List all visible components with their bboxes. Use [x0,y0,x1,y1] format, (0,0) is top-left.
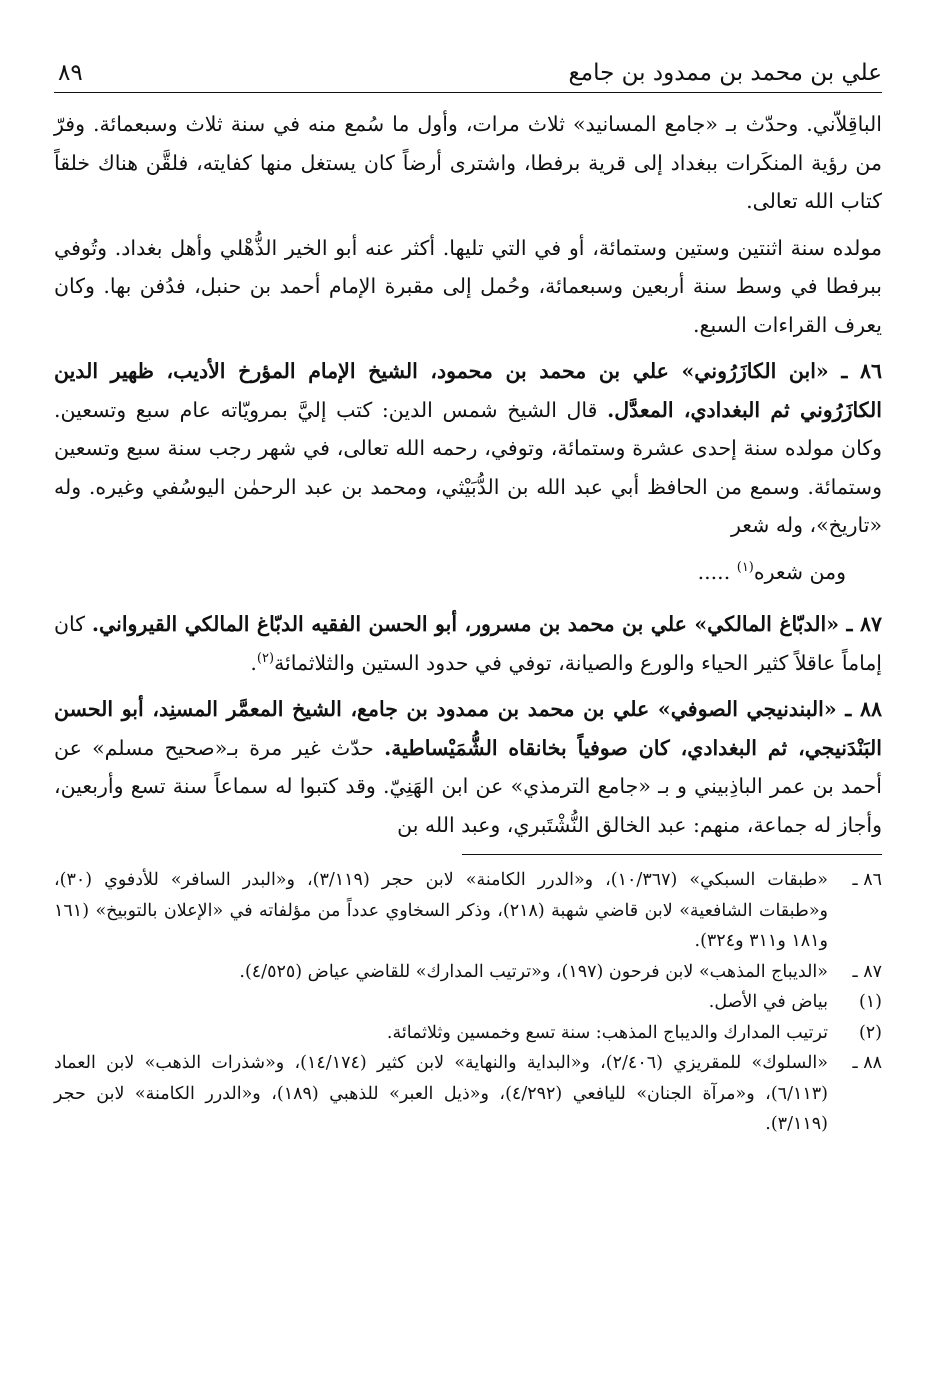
footnote-text: «الديباج المذهب» لابن فرحون (١٩٧)، و«ترتيب المدارك» للقاضي عياض (٤/٥٢٥). [239,961,828,982]
footnote-ref-1: (١) [736,559,754,575]
entry-86-poem-line [54,553,846,592]
entry-87-text: كان إماماً عاقلاً كثير الحياء والورع والصيانة، توفي في حدود الستين والثلاثمائة [54,612,882,675]
footnote-marker: ٨٧ ـ [852,961,882,982]
footnote-marker: (١) [858,992,882,1012]
footnote-ref-2: (٢) [256,650,275,666]
footnotes [54,865,882,1140]
footnote [54,957,882,988]
entry-86-heading: ٨٦ ـ «ابن الكازَرُوني» علي بن محمد بن محمود، الشيخ الإمام المؤرخ الأديب، ظهير الدين الكازَرُوني ثم البغدادي، المعدَّل. [54,359,882,422]
book-page [54,52,882,1352]
entry-88-text: حدّث غير مرة بـ«صحيح مسلم» عن أحمد بن عمر الباذِبيني و بـ «جامع الترمذي» عن ابن الهَنِيّ. وقد كتبوا له سماعاً سنة تسع وأربعين، وأجاز له جماعة، منهم: عبد الخالق النُّشْتَبري، وعبد الله بن [54,735,882,837]
running-header [54,52,882,93]
footnote [54,1018,882,1049]
poem-intro: ومن شعره [753,559,846,584]
footnote-marker: ٨٦ ـ [852,870,882,890]
paragraph-continuation: الباقِلاّني. وحدّث بـ «جامع المسانيد» ثلاث مرات، وأول ما سُمع منه في سنة ثلاث وسبعمائة. وفرّ من رؤية المنكَرات ببغداد إلى قرية برفطا، واشترى أرضاً كان يستغل منها كفايته، فلقَّن هناك خلقاً كتاب الله تعالى. [54,112,882,213]
entry-86-text: قال الشيخ شمس الدين: كتب إليَّ بمرويّاته عام سبع وتسعين. وكان مولده سنة إحدى عشرة وستمائة، وتوفي، رحمه الله تعالى، في شهر رجب سنة سبع وتسعين وستمائة. وسمع من الحافظ أبي عبد الله بن الدُّبَيْثي، ومحمد بن عبد الرحمٰن اليوسُفي وغيره. وله «تاريخ»، وله شعر [54,397,882,537]
main-text [54,105,882,844]
entry-87 [54,605,882,682]
footnote [54,865,882,957]
footnote-text: «طبقات السبكي» (١٠/٣٦٧)، و«الدرر الكامنة» لابن حجر (٣/١١٩)، و«البدر السافر» للأدفوي (٣٠)، و«طبقات الشافعية» لابن قاضي شهبة (٢١٨)، وذكر السخاوي عدداً من مؤلفاته في «الإعلان بالتوبيخ» (١٦١ و١٨١ و٣١١ و٣٢٤). [54,870,828,951]
footnote [54,987,882,1018]
footnote-divider [462,854,882,855]
entry-88 [54,690,882,844]
paragraph-birth-death: مولده سنة اثنتين وستين وستمائة، أو في التي تليها. أكثر عنه أبو الخير الذُّهْلي وأهل بغداد. وتُوفي ببرفطا في وسط سنة أربعين وسبعمائة، وحُمل إلى مقبرة الإمام أحمد بن حنبل، فدُفن بها. وكان يعرف القراءات السبع. [54,235,882,337]
footnote-marker: ٨٨ ـ [852,1053,882,1073]
entry-86 [54,352,882,545]
footnote-text: بياض في الأصل. [708,992,828,1012]
footnote-marker: (٢) [858,1022,882,1043]
entry-87-heading: ٨٧ ـ «الدبّاغ المالكي» علي بن محمد بن مسرور، أبو الحسن الفقيه الدبّاغ المالكي القيرواني. [91,612,882,636]
footnote-text: «السلوك» للمقريزي (٢/٤٠٦)، و«البداية والنهاية» لابن كثير (١٤/١٧٤)، و«شذرات الذهب» لابن العماد (٦/١١٣)، و«مرآة الجنان» لليافعي (٤/٢٩٢)، و«ذيل العبر» للذهبي (١٨٩)، و«الدرر الكامنة» لابن حجر (٣/١١٩). [54,1053,828,1134]
running-title: علي بن محمد بن ممدود بن جامع [568,60,882,86]
footnote [54,1048,882,1140]
footnote-text: ترتيب المدارك والديباج المذهب: سنة تسع وخمسين وثلاثمائة. [386,1022,828,1043]
entry-87-end: . [250,650,257,675]
page-number: ٨٩ [58,60,83,86]
poem-ellipsis: ..... [697,559,737,584]
entry-88-heading: ٨٨ ـ «البندنيجي الصوفي» علي بن محمد بن ممدود بن جامع، الشيخ المعمَّر المسنِد، أبو الحسن البَنْدَنيجي، ثم البغدادي، كان صوفياً بخانقاه الشُّمَيْساطية. [54,697,882,760]
